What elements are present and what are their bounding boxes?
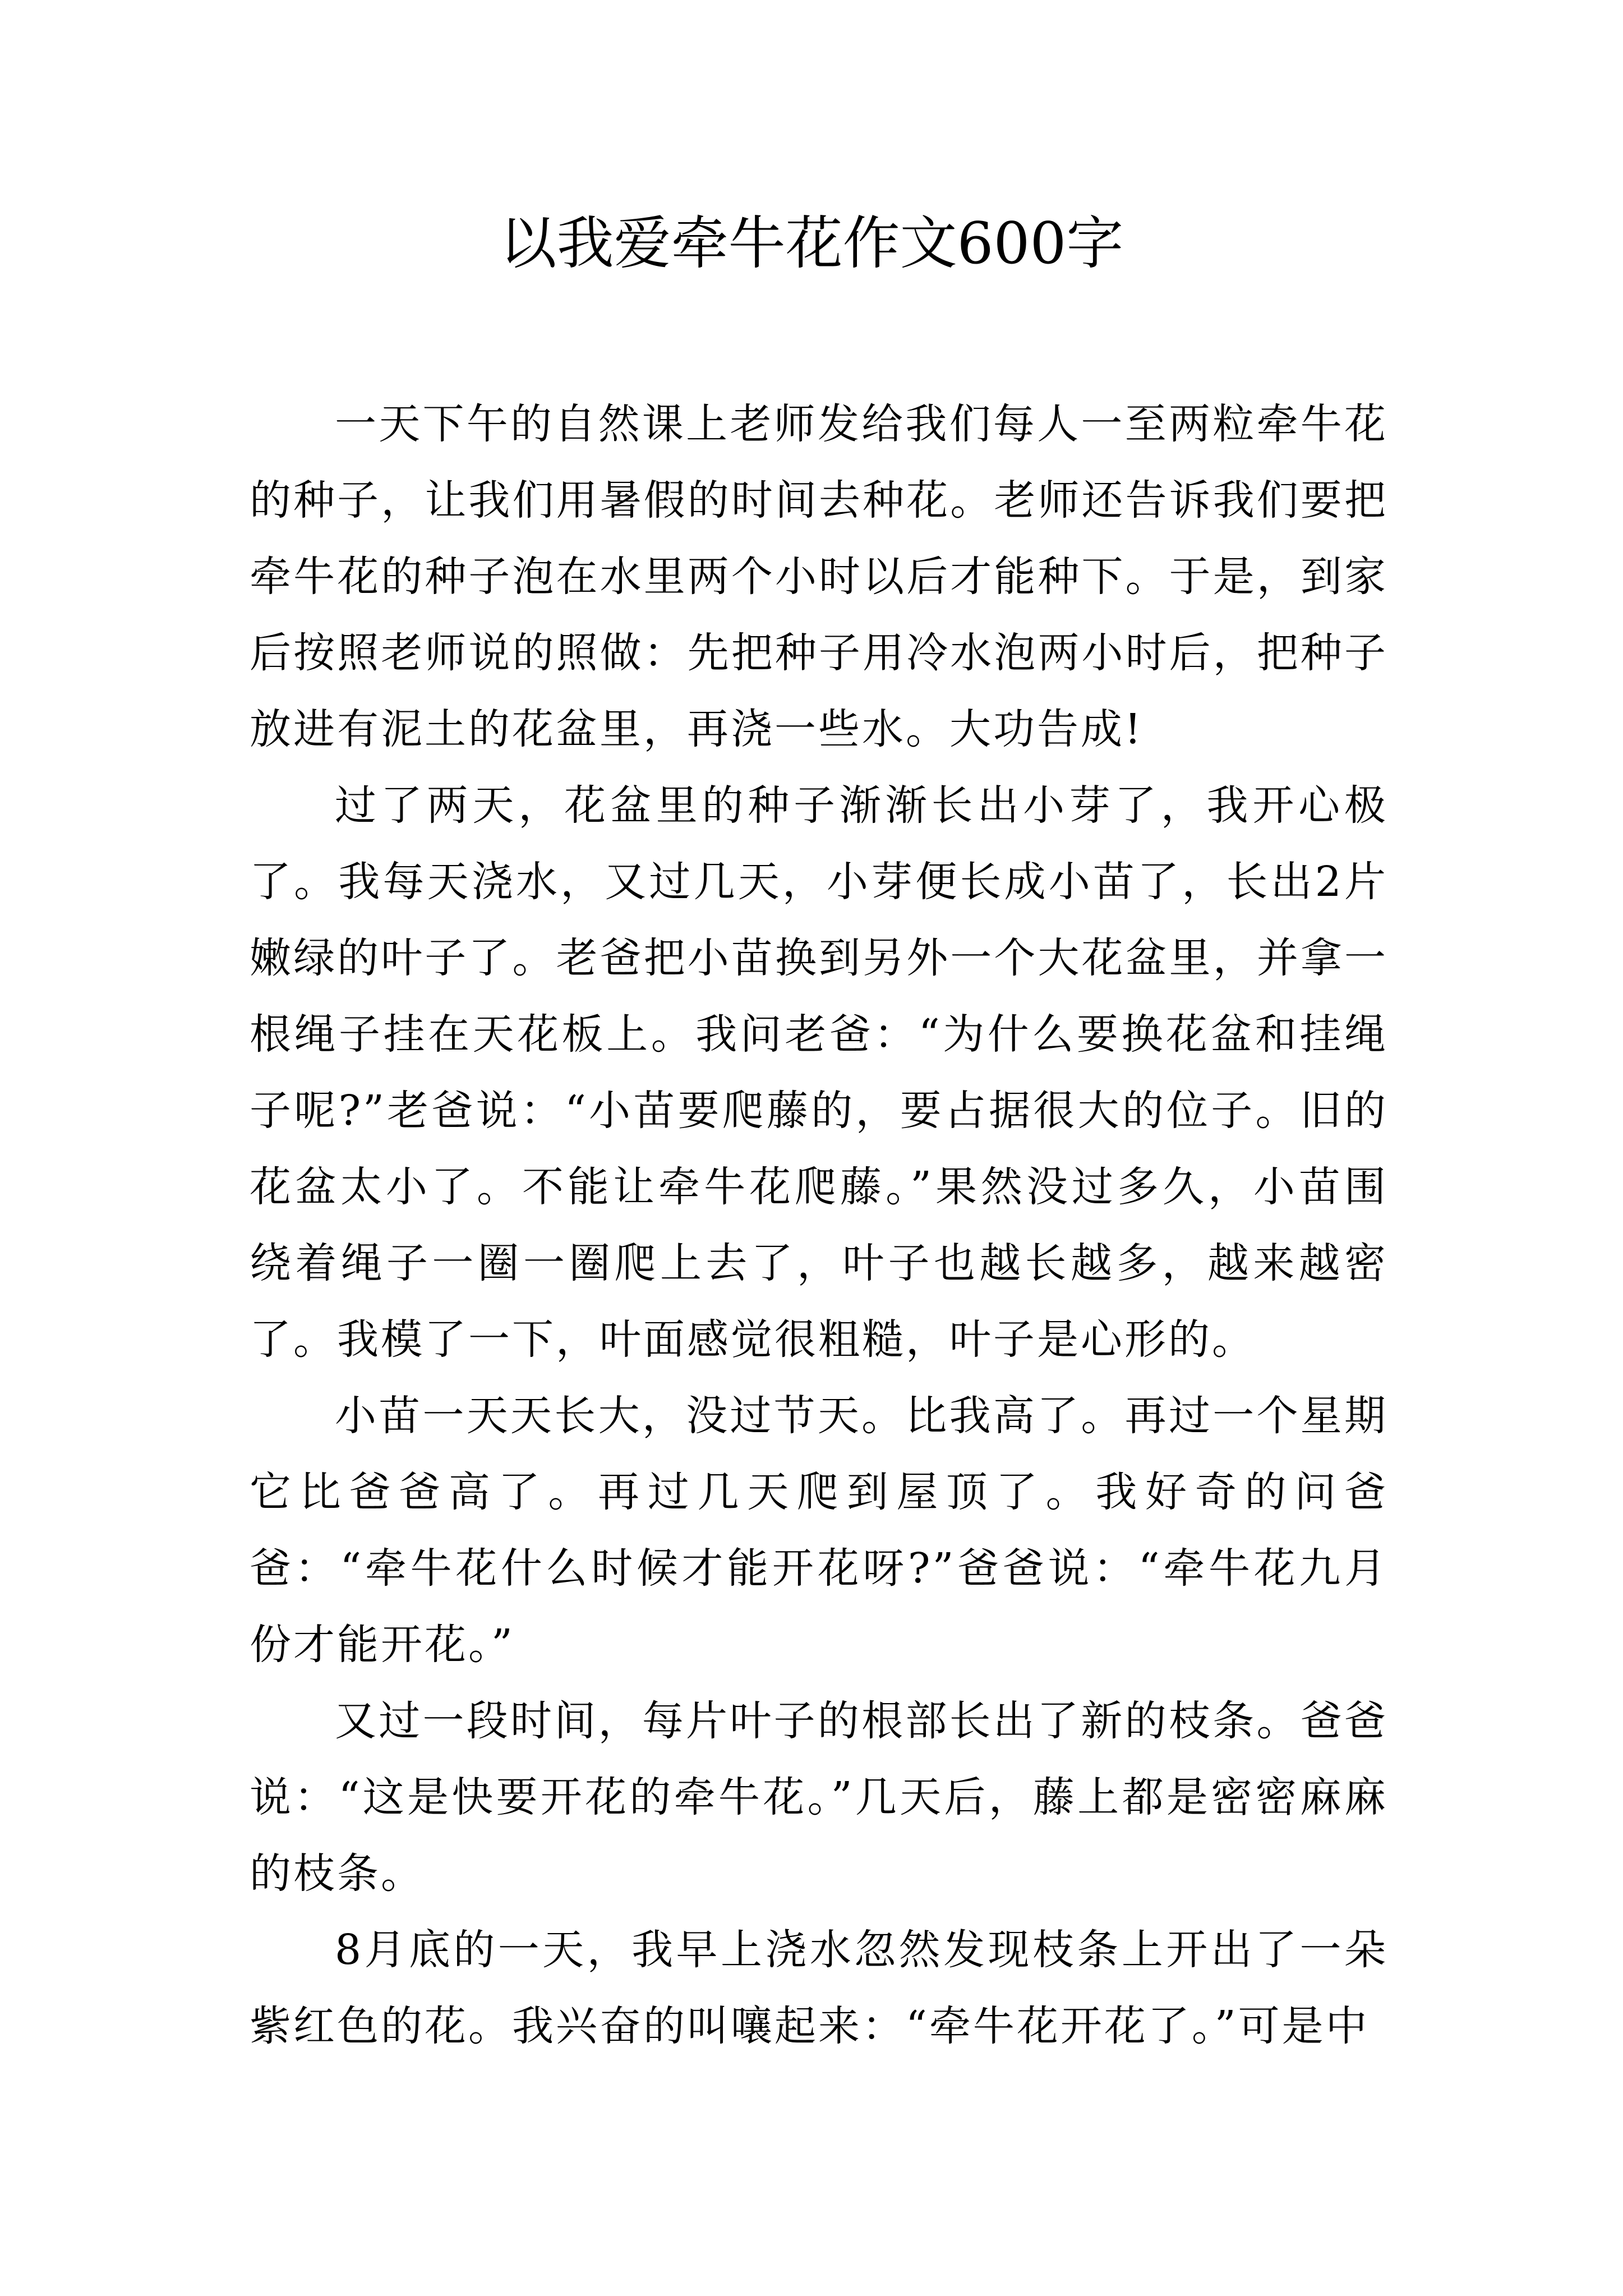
paragraph-1: 一天下午的自然课上老师发给我们每人一至两粒牵牛花的种子，让我们用暑假的时间去种花。老师还告诉我们要把牵牛花的种子泡在水里两个小时以后才能种下。于是，到家后按照老师说的照做：先把种子用冷水泡两小时后，把种子放进有泥土的花盆里，再浇一些水。大功告成!: [250, 400, 1388, 753]
paragraph-4: 又过一段时间，每片叶子的根部长出了新的枝条。爸爸说：“这是快要开花的牵牛花。”几天后，藤上都是密密麻麻的枝条。: [250, 1697, 1388, 1898]
document-body: [250, 386, 1388, 2064]
paragraph-3: 小苗一天天长大，没过节天。比我高了。再过一个星期它比爸爸高了。再过几天爬到屋顶了。我好奇的问爸爸：“牵牛花什么时候才能开花呀?”爸爸说：“牵牛花九月份才能开花。”: [250, 1392, 1388, 1669]
paragraph-2: 过了两天，花盆里的种子渐渐长出小芽了，我开心极了。我每天浇水，又过几天，小芽便长成小苗了，长出2片嫩绿的叶子了。老爸把小苗换到另外一个大花盆里，并拿一根绳子挂在天花板上。我问老爸：“为什么要换花盆和挂绳子呢?”老爸说：“小苗要爬藤的，要占据很大的位子。旧的花盆太小了。不能让牵牛花爬藤。”果然没过多久，小苗围绕着绳子一圈一圈爬上去了，叶子也越长越多，越来越密了。我模了一下，叶面感觉很粗糙，叶子是心形的。: [250, 781, 1388, 1364]
document-title: 以我爱牵牛花作文600字: [499, 210, 1124, 277]
paragraph-5: 8月底的一天，我早上浇水忽然发现枝条上开出了一朵紫红色的花。我兴奋的叫嚷起来：“牵牛花开花了。”可是中: [250, 1926, 1388, 2050]
